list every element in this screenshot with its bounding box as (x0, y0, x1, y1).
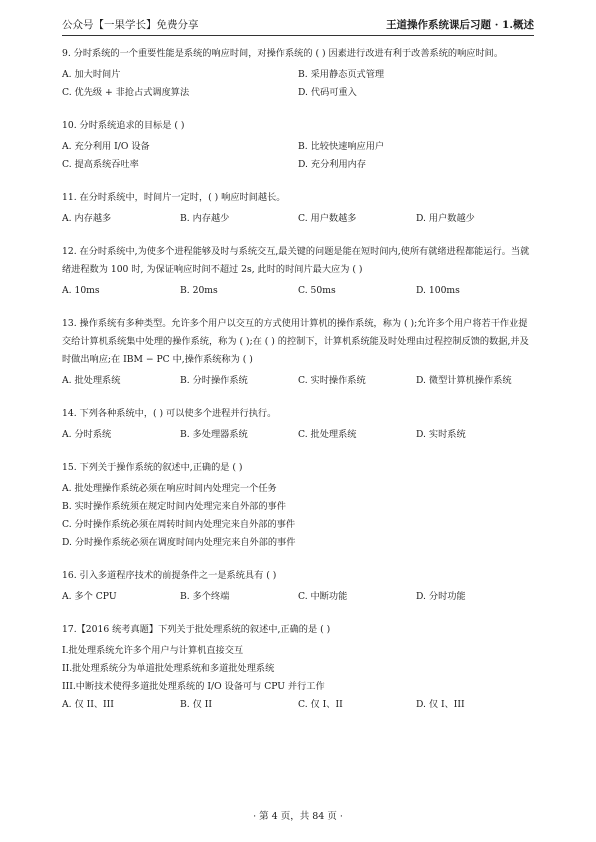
option-b: B. 仅 II (180, 699, 212, 710)
option-b: B. 多个终端 (180, 591, 230, 602)
option-b: B. 20ms (180, 285, 218, 296)
option-a: A. 分时系统 (62, 429, 112, 440)
option-c: C. 优先级 + 非抢占式调度算法 (62, 87, 190, 98)
option-b: B. 比较快速响应用户 (298, 141, 385, 152)
question-stem: 11. 在分时系统中，时间片一定时，( ) 响应时间越长。 (62, 192, 286, 203)
header-left-text: 公众号【一果学长】免费分享 (62, 19, 199, 31)
option-d: D. 用户数越少 (416, 213, 475, 224)
option-b: B. 多处理器系统 (180, 429, 248, 440)
question-stem: 15. 下列关于操作系统的叙述中,正确的是 ( ) (62, 462, 243, 473)
statement-ii: II.批处理系统分为单道批处理系统和多道批处理系统 (62, 663, 275, 674)
question-10 (62, 117, 534, 174)
option-a: A. 仅 II、III (62, 699, 114, 710)
header-divider (62, 35, 534, 36)
option-b: B. 实时操作系统须在规定时间内处理完来自外部的事件 (62, 501, 286, 512)
page-header (62, 15, 534, 35)
question-15 (62, 459, 534, 552)
option-c: C. 实时操作系统 (298, 375, 366, 386)
option-group (62, 426, 534, 444)
option-c: C. 批处理系统 (298, 429, 357, 440)
question-stem: 10. 分时系统追求的目标是 ( ) (62, 120, 185, 131)
option-c: C. 仅 I、II (298, 699, 343, 710)
question-16 (62, 567, 534, 606)
question-stem: 17.【2016 统考真题】下列关于批处理系统的叙述中,正确的是 ( ) (62, 624, 331, 635)
option-c: C. 50ms (298, 285, 336, 296)
option-c: C. 中断功能 (298, 591, 348, 602)
statement-iii: III.中断技术使得多道批处理系统的 I/O 设备可与 CPU 并行工作 (62, 681, 325, 692)
question-9 (62, 45, 534, 102)
option-d: D. 分时操作系统必须在调度时间内处理完来自外部的事件 (62, 537, 296, 548)
option-b: B. 分时操作系统 (180, 375, 248, 386)
option-group (62, 588, 534, 606)
option-a: A. 内存越多 (62, 213, 112, 224)
question-stem: 9. 分时系统的一个重要性能是系统的响应时间，对操作系统的 ( ) 因素进行改进有利于改善系统的响应时间。 (62, 48, 504, 59)
question-stem: 16. 引入多道程序技术的前提条件之一是系统具有 ( ) (62, 570, 277, 581)
option-a: A. 加大时间片 (62, 69, 121, 80)
question-14 (62, 405, 534, 444)
page-number-footer: · 第 4 页，共 84 页 · (253, 811, 343, 822)
question-stem: 12. 在分时系统中,为使多个进程能够及时与系统交互,最关键的问题是能在短时间内,使所有就绪进程都能运行。当就绪进程数为 100 时, 为保证响应时间不超过 2s, 此时的时间片最大应为 ( ) (62, 246, 530, 275)
option-d: D. 代码可重入 (298, 87, 357, 98)
option-d: D. 分时功能 (416, 591, 466, 602)
option-b: B. 内存越少 (180, 213, 230, 224)
header-right-title: 王道操作系统课后习题 · 1.概述 (386, 19, 534, 31)
question-11 (62, 189, 534, 228)
option-a: A. 批处理操作系统必须在响应时间内处理完一个任务 (62, 483, 277, 494)
option-group (62, 696, 534, 714)
question-17 (62, 621, 534, 714)
option-d: D. 实时系统 (416, 429, 466, 440)
option-c: C. 用户数越多 (298, 213, 357, 224)
question-stem: 13. 操作系统有多种类型。允许多个用户以交互的方式使用计算机的操作系统，称为 ( );允许多个用户将若干作业提交给计算机系统集中处理的操作系统，称为 ( );在 ( ) 的控制下，计算机系统能及时处理由过程控制反馈的数据,并及时做出响应;在 IBM − PC 中,操作系统称为 ( ) (62, 318, 529, 365)
option-b: B. 采用静态页式管理 (298, 69, 385, 80)
option-a: A. 充分利用 I/O 设备 (62, 141, 150, 152)
question-12 (62, 243, 534, 300)
question-stem: 14. 下列各种系统中，( ) 可以使多个进程并行执行。 (62, 408, 277, 419)
option-group (62, 138, 534, 174)
option-group (62, 66, 534, 102)
question-list (62, 45, 534, 729)
option-group (62, 372, 534, 390)
option-d: D. 仅 I、III (416, 699, 465, 710)
option-group (62, 480, 534, 552)
option-a: A. 多个 CPU (62, 591, 117, 602)
option-d: D. 微型计算机操作系统 (416, 375, 512, 386)
option-a: A. 10ms (62, 285, 100, 296)
option-c: C. 提高系统吞吐率 (62, 159, 139, 170)
option-d: D. 充分利用内存 (298, 159, 367, 170)
option-group (62, 282, 534, 300)
option-c: C. 分时操作系统必须在周转时间内处理完来自外部的事件 (62, 519, 296, 530)
option-a: A. 批处理系统 (62, 375, 121, 386)
option-group (62, 210, 534, 228)
statement-i: I.批处理系统允许多个用户与计算机直接交互 (62, 645, 244, 656)
question-13 (62, 315, 534, 390)
option-d: D. 100ms (416, 285, 460, 296)
